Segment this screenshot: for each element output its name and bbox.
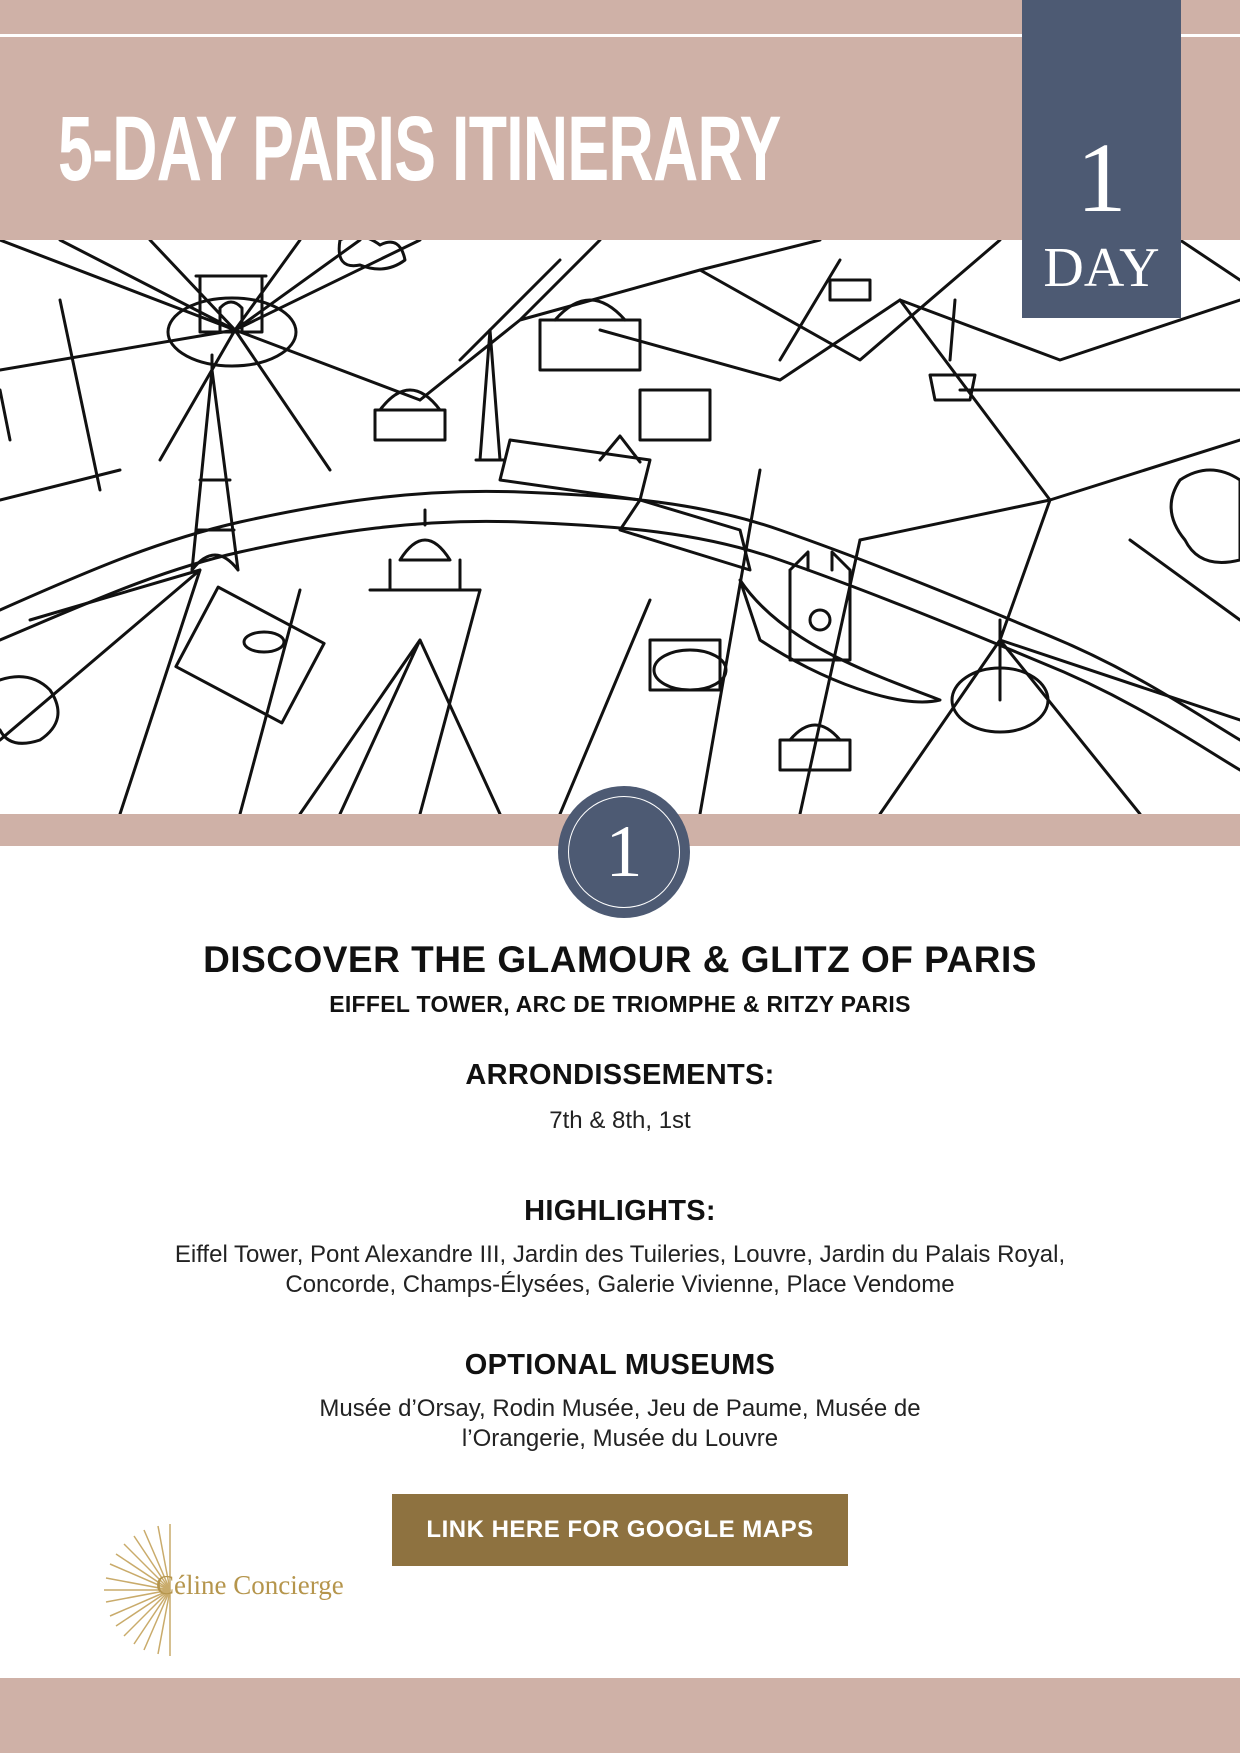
day-tab-label: DAY (1043, 237, 1160, 299)
museums-body-line-2: l’Orangerie, Musée du Louvre (461, 1425, 779, 1452)
celine-concierge-logo (100, 1520, 360, 1670)
footer-band (0, 1678, 1240, 1753)
day-tab-number: 1 (1076, 122, 1127, 233)
logo-text: Céline Concierge (156, 1570, 344, 1600)
highlights-title: HIGHLIGHTS: (524, 1195, 716, 1227)
day-heading: DISCOVER THE GLAMOUR & GLITZ OF PARIS (203, 939, 1037, 980)
paris-map-illustration (0, 237, 1240, 814)
highlights-body-line-2: Concorde, Champs-Élysées, Galerie Vivienne, Place Vendome (285, 1271, 955, 1298)
highlights-body-line-1: Eiffel Tower, Pont Alexandre III, Jardin des Tuileries, Louvre, Jardin du Palais Royal, (174, 1241, 1066, 1268)
google-maps-link-button[interactable]: LINK HERE FOR GOOGLE MAPS (392, 1494, 848, 1566)
museums-body-line-1: Musée d’Orsay, Rodin Musée, Jeu de Paume, Musée de (319, 1395, 921, 1422)
arrondissements-body: 7th & 8th, 1st (549, 1107, 691, 1134)
badge-number: 1 (605, 811, 643, 893)
arrondissements-title: ARRONDISSEMENTS: (465, 1059, 775, 1091)
museums-title: OPTIONAL MUSEUMS (464, 1349, 776, 1381)
day-subheading: EIFFEL TOWER, ARC DE TRIOMPHE & RITZY PARIS (329, 991, 911, 1017)
day-tab (1022, 0, 1181, 318)
page-title: 5-DAY PARIS ITINERARY (58, 98, 781, 200)
day-number-badge (558, 786, 690, 918)
